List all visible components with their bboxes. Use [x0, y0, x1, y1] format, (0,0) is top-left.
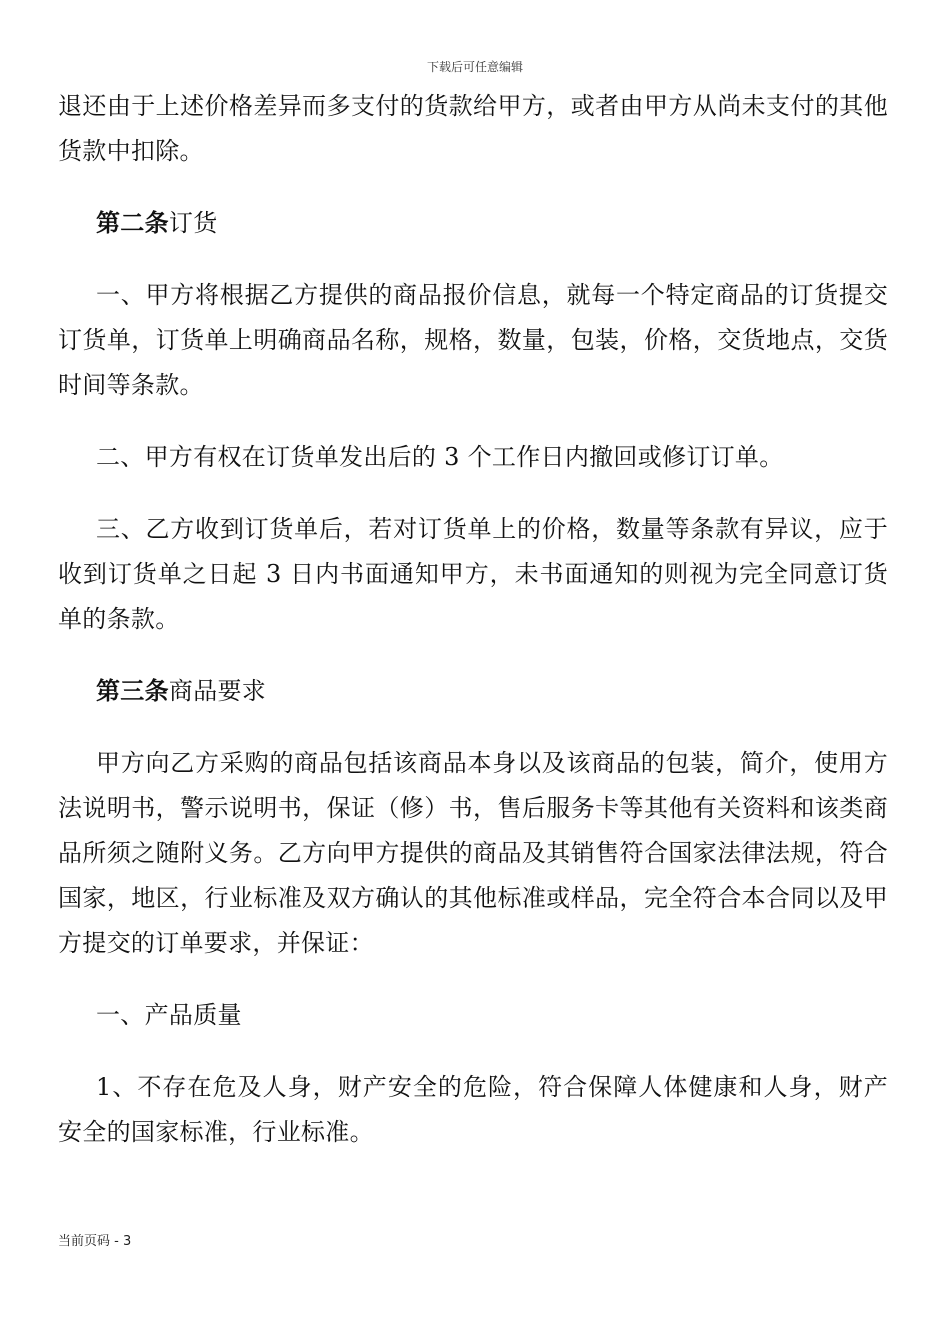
paragraph-quality-1: 1、不存在危及人身，财产安全的危险，符合保障人体健康和人身，财产安全的国家标准，行业标准。 — [58, 1073, 888, 1146]
paragraph-order-1: 一、甲方将根据乙方提供的商品报价信息，就每一个特定商品的订货提交订货单，订货单上明确商品名称，规格，数量，包装，价格，交货地点，交货时间等条款。 — [58, 281, 888, 399]
header-note: 下载后可任意编辑 — [426, 60, 523, 74]
paragraph-requirements: 甲方向乙方采购的商品包括该商品本身以及该商品的包装，简介，使用方法说明书，警示说明书，保证（修）书，售后服务卡等其他有关资料和该类商品所须之随附义务。乙方向甲方提供的商品及其销售符合国家法律法规，符合国家，地区，行业标准及双方确认的其他标准或样品，完全符合本合同以及甲方提交的订单要求，并保证： — [58, 749, 888, 957]
article-3-label: 第三条 — [96, 677, 169, 705]
article-3-heading — [58, 669, 888, 714]
document-body — [58, 84, 888, 1155]
paragraph-quality-heading: 一、产品质量 — [96, 1001, 242, 1029]
paragraph-refund: 退还由于上述价格差异而多支付的货款给甲方，或者由甲方从尚未支付的其他货款中扣除。 — [58, 92, 888, 165]
article-2-label: 第二条 — [96, 209, 169, 237]
article-2-title: 订货 — [168, 209, 218, 237]
paragraph-order-2: 二、甲方有权在订货单发出后的 3 个工作日内撤回或修订订单。 — [96, 443, 784, 471]
page-number: 当前页码 - 3 — [58, 1234, 132, 1249]
paragraph-order-3: 三、乙方收到订货单后，若对订货单上的价格，数量等条款有异议，应于收到订货单之日起 3 日内书面通知甲方，未书面通知的则视为完全同意订货单的条款。 — [58, 515, 888, 633]
article-2-heading — [58, 201, 888, 246]
article-3-title: 商品要求 — [168, 677, 267, 705]
